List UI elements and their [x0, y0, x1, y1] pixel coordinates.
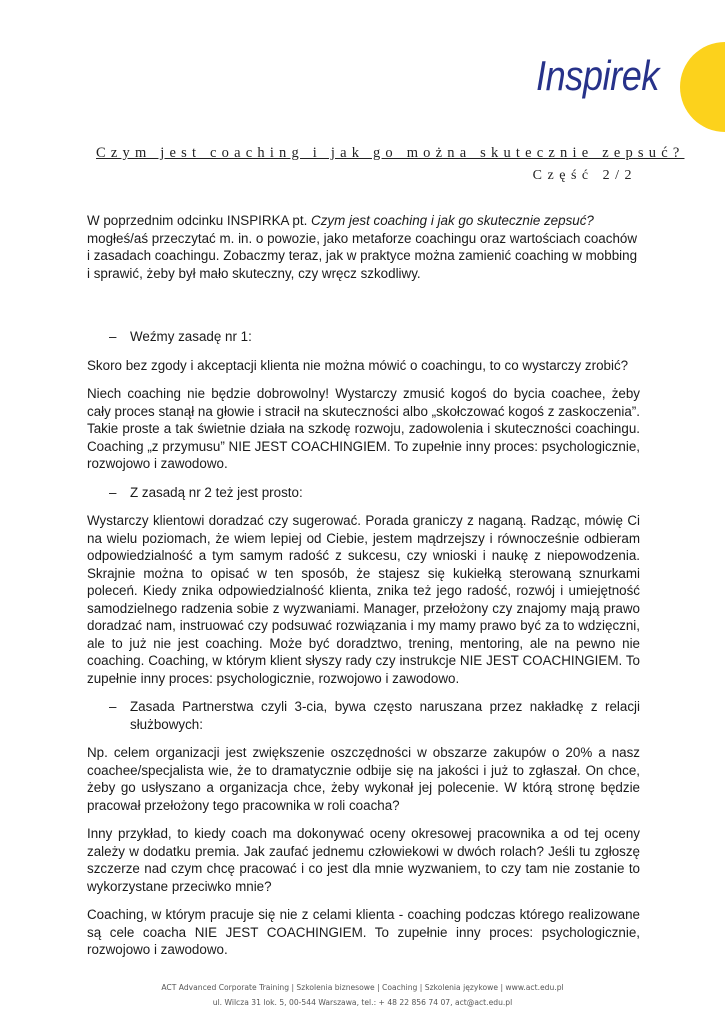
bullet-rule-1 — [87, 328, 640, 346]
intro-paragraph — [87, 212, 640, 282]
logo-sun-circle — [680, 42, 725, 132]
dash-bullet: – — [109, 329, 117, 344]
paragraph-question: Skoro bez zgody i akceptacji klienta nie można mówić o coachingu, to co wystarczy zrobić? — [87, 357, 629, 373]
paragraph-rule-1: Niech coaching nie będzie dobrowolny! Wystarczy zmusić kogoś do bycia coachee, żeby cały proces stanął na głowie i stracił na skuteczności albo „skołczować kogoś z zaskoczenia”. Takie proste a tak świetnie działa na szkodę rozwoju, zadowolenia i skuteczności coachingu. Coaching „z przymusu” NIE JEST COACHINGIEM. To zupełnie inny proces: psychologicznie, rozwojowo i zawodowo. — [87, 386, 640, 471]
paragraph-example-1: Np. celem organizacji jest zwiększenie oszczędności w obszarze zakupów o 20% a nasz coachee/specjalista wie, że to dramatycznie odbije się na jakości i już to zgłaszał. On chce, żeby go usłyszano a organizacja chce, żeby wykonał jej polecenie. W którą stronę będzie pracował przełożony tego pracownika w roli coacha? — [87, 745, 640, 813]
paragraph-example-2: Inny przykład, to kiedy coach ma dokonywać oceny okresowej pracownika a od tej oceny zależy w dodatku premia. Jak zaufać jednemu człowiekowi w dwóch rolach? Jeśli tu zgłoszę szczerze nad czym chcę pracować i co jest dla mnie wyzwaniem, to czy tam nie zostanie to wykorzystane przeciwko mnie? — [87, 826, 640, 894]
bullet-text: Zasada Partnerstwa czyli 3-cia, bywa często naruszana przez nakładkę z relacji służbowych: — [130, 699, 640, 732]
document-title: Czym jest coaching i jak go można skutecznie zepsuć? — [96, 145, 685, 161]
bullet-rule-2 — [87, 484, 640, 502]
footer-company-line: ACT Advanced Corporate Training | Szkolenia biznesowe | Coaching | Szkolenia językowe | www.act.edu.pl — [161, 983, 564, 992]
intro-text-end: mogłeś/aś przeczytać m. in. o powozie, jako metaforze coachingu oraz wartościach coachów i zasadach coachingu. Zobaczmy teraz, jak w praktyce można zamienić coaching w mobbing i sprawić, żeby był mało skuteczny, czy wręcz szkodliwy. — [87, 230, 638, 281]
dash-bullet: – — [109, 699, 117, 714]
bullet-text: Weźmy zasadę nr 1: — [130, 329, 252, 344]
intro-italic-title: Czym jest coaching i jak go skutecznie zepsuć? — [311, 213, 594, 228]
paragraph-conclusion: Coaching, w którym pracuje się nie z celami klienta - coaching podczas którego realizowane są cele coacha NIE JEST COACHINGIEM. To zupełnie inny proces: psychologicznie, rozwojowo i zawodowo. — [87, 907, 640, 957]
inspirek-logo: Inspirek — [536, 52, 660, 99]
dash-bullet: – — [109, 484, 117, 500]
footer-address-line: ul. Wilcza 31 lok. 5, 00-544 Warszawa, tel.: + 48 22 856 74 07, act@act.edu.pl — [212, 998, 513, 1007]
part-indicator: Część 2/2 — [532, 168, 637, 183]
article-body — [87, 212, 640, 970]
bullet-text: Z zasadą nr 2 też jest prosto: — [130, 484, 303, 500]
bullet-rule-3 — [87, 698, 640, 733]
intro-text-start: W poprzednim odcinku INSPIRKA pt. — [87, 213, 312, 228]
paragraph-rule-2: Wystarczy klientowi doradzać czy sugerować. Porada graniczy z naganą. Radząc, mówię Ci na wielu poziomach, że wiem lepiej od Ciebie, jestem mądrzejszy i równocześnie odbieram odpowiedzialność a tym samym radość z sukcesu, czy wnioski i naukę z niepowodzenia. Skrajnie można to opisać w ten sposób, że stajesz się kukiełką sterowaną sznurkami poleceń. Kiedy znika odpowiedzialność klienta, znika też jego radość, rozwój i umiejętność samodzielnego radzenia sobie z wyzwaniami. Manager, przełożony czy znajomy mają prawo doradzać nam, instruować czy podsuwać rozwiązania i my mamy prawo być za to wdzięczni, ale to już nie jest coaching. Może być doradztwo, trening, mentoring, ale na pewno nie coaching. Coaching, w którym klient słyszy rady czy instrukcje NIE JEST COACHINGIEM. To zupełnie inny proces: psychologicznie, rozwojowo i zawodowo. — [87, 513, 640, 686]
